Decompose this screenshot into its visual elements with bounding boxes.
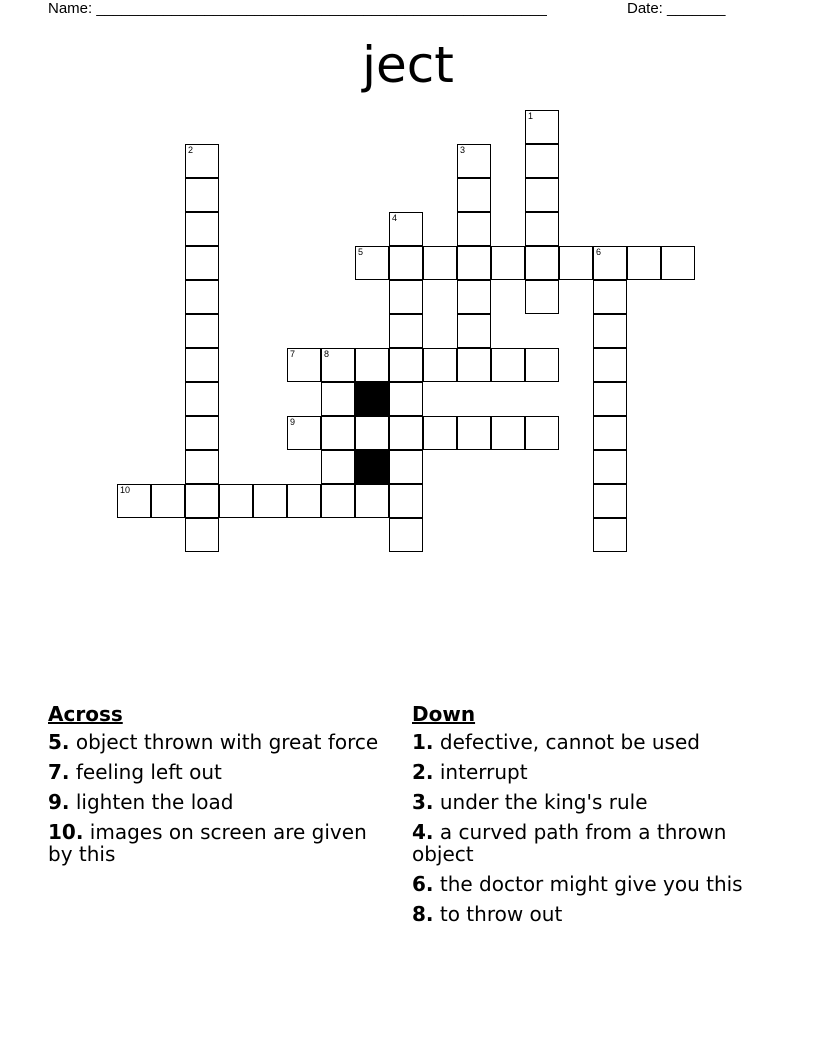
- clue-text: feeling left out: [69, 760, 222, 784]
- clue-text: defective, cannot be used: [433, 730, 700, 754]
- crossword-cell[interactable]: [185, 178, 219, 212]
- crossword-cell[interactable]: [593, 382, 627, 416]
- clue-number: 7.: [48, 760, 70, 784]
- crossword-cell[interactable]: [593, 484, 627, 518]
- crossword-cell[interactable]: [287, 416, 321, 450]
- crossword-cell[interactable]: [593, 450, 627, 484]
- crossword-cell[interactable]: [321, 348, 355, 382]
- crossword-cell[interactable]: [525, 348, 559, 382]
- clue-text: under the king's rule: [433, 790, 648, 814]
- clue-down-1: [412, 731, 752, 753]
- crossword-cell[interactable]: [389, 484, 423, 518]
- crossword-cell[interactable]: [525, 110, 559, 144]
- clue-across-5: [48, 731, 388, 753]
- crossword-cell[interactable]: [457, 178, 491, 212]
- cell-number: 6: [596, 247, 602, 257]
- date-field-label: Date: _______: [627, 0, 726, 17]
- crossword-cell[interactable]: [185, 416, 219, 450]
- crossword-cell[interactable]: [389, 314, 423, 348]
- crossword-cell[interactable]: [219, 484, 253, 518]
- crossword-cell[interactable]: [525, 178, 559, 212]
- clue-text: a curved path from a thrown object: [412, 820, 727, 866]
- crossword-cell[interactable]: [185, 484, 219, 518]
- crossword-cell[interactable]: [185, 348, 219, 382]
- crossword-cell[interactable]: [253, 484, 287, 518]
- crossword-cell[interactable]: [525, 280, 559, 314]
- crossword-cell[interactable]: [491, 246, 525, 280]
- crossword-cell[interactable]: [185, 314, 219, 348]
- crossword-cell[interactable]: [491, 348, 525, 382]
- crossword-cell[interactable]: [457, 314, 491, 348]
- clue-text: object thrown with great force: [69, 730, 379, 754]
- crossword-cell[interactable]: [355, 484, 389, 518]
- crossword-cell[interactable]: [593, 518, 627, 552]
- crossword-cell[interactable]: [185, 212, 219, 246]
- crossword-cell[interactable]: [389, 212, 423, 246]
- crossword-cell[interactable]: [525, 144, 559, 178]
- crossword-cell[interactable]: [423, 416, 457, 450]
- cell-number: 2: [188, 145, 194, 155]
- clue-number: 10.: [48, 820, 84, 844]
- crossword-cell[interactable]: [321, 416, 355, 450]
- crossword-cell[interactable]: [389, 518, 423, 552]
- crossword-cell[interactable]: [457, 144, 491, 178]
- crossword-cell[interactable]: [593, 416, 627, 450]
- crossword-cell[interactable]: [423, 246, 457, 280]
- clue-number: 2.: [412, 760, 434, 784]
- clue-text: the doctor might give you this: [433, 872, 743, 896]
- crossword-cell[interactable]: [355, 246, 389, 280]
- cell-number: 5: [358, 247, 364, 257]
- clue-text: images on screen are given by this: [48, 820, 367, 866]
- crossword-cell[interactable]: [287, 484, 321, 518]
- crossword-cell[interactable]: [661, 246, 695, 280]
- crossword-cell[interactable]: [185, 144, 219, 178]
- crossword-cell[interactable]: [525, 246, 559, 280]
- crossword-cell[interactable]: [151, 484, 185, 518]
- name-field-label: Name: ______________________________________________________: [48, 0, 547, 17]
- puzzle-title: ject: [362, 36, 454, 94]
- crossword-cell[interactable]: [389, 348, 423, 382]
- clue-number: 6.: [412, 872, 434, 896]
- crossword-cell[interactable]: [491, 416, 525, 450]
- crossword-cell[interactable]: [321, 382, 355, 416]
- clue-number: 5.: [48, 730, 70, 754]
- black-square: [355, 450, 389, 484]
- crossword-cell[interactable]: [185, 518, 219, 552]
- crossword-cell[interactable]: [389, 246, 423, 280]
- cell-number: 10: [120, 485, 131, 495]
- down-heading: Down: [412, 702, 476, 726]
- clue-number: 9.: [48, 790, 70, 814]
- clue-down-2: [412, 761, 752, 783]
- crossword-cell[interactable]: [185, 382, 219, 416]
- clue-number: 3.: [412, 790, 434, 814]
- cell-number: 8: [324, 349, 330, 359]
- clue-across-7: [48, 761, 388, 783]
- crossword-cell[interactable]: [389, 416, 423, 450]
- crossword-cell[interactable]: [355, 348, 389, 382]
- cell-number: 3: [460, 145, 466, 155]
- clue-text: interrupt: [433, 760, 528, 784]
- crossword-cell[interactable]: [593, 246, 627, 280]
- crossword-cell[interactable]: [593, 314, 627, 348]
- clue-text: to throw out: [433, 902, 563, 926]
- cell-number: 9: [290, 417, 296, 427]
- crossword-cell[interactable]: [185, 246, 219, 280]
- crossword-cell[interactable]: [525, 416, 559, 450]
- crossword-cell[interactable]: [457, 416, 491, 450]
- crossword-cell[interactable]: [627, 246, 661, 280]
- black-square: [355, 382, 389, 416]
- cell-number: 4: [392, 213, 398, 223]
- clue-text: lighten the load: [69, 790, 234, 814]
- clue-down-6: [412, 873, 752, 895]
- crossword-cell[interactable]: [185, 280, 219, 314]
- clue-down-4: [412, 821, 752, 865]
- crossword-cell[interactable]: [287, 348, 321, 382]
- crossword-cell[interactable]: [321, 484, 355, 518]
- crossword-cell[interactable]: [525, 212, 559, 246]
- clue-number: 4.: [412, 820, 434, 844]
- crossword-cell[interactable]: [389, 382, 423, 416]
- crossword-cell[interactable]: [389, 280, 423, 314]
- clue-number: 1.: [412, 730, 434, 754]
- crossword-cell[interactable]: [185, 450, 219, 484]
- across-clues: [48, 703, 388, 873]
- crossword-cell[interactable]: [321, 450, 355, 484]
- clue-across-9: [48, 791, 388, 813]
- crossword-cell[interactable]: [457, 246, 491, 280]
- crossword-cell[interactable]: [355, 416, 389, 450]
- crossword-cell[interactable]: [593, 348, 627, 382]
- across-heading: Across: [48, 702, 123, 726]
- crossword-cell[interactable]: [389, 450, 423, 484]
- clue-number: 8.: [412, 902, 434, 926]
- clue-down-3: [412, 791, 752, 813]
- crossword-cell[interactable]: [423, 348, 457, 382]
- cell-number: 7: [290, 349, 296, 359]
- clue-across-10: [48, 821, 388, 865]
- crossword-cell[interactable]: [457, 280, 491, 314]
- cell-number: 1: [528, 111, 534, 121]
- crossword-cell[interactable]: [117, 484, 151, 518]
- crossword-cell[interactable]: [593, 280, 627, 314]
- crossword-cell[interactable]: [457, 348, 491, 382]
- crossword-cell[interactable]: [457, 212, 491, 246]
- crossword-cell[interactable]: [559, 246, 593, 280]
- down-clues: [412, 703, 752, 933]
- clue-down-8: [412, 903, 752, 925]
